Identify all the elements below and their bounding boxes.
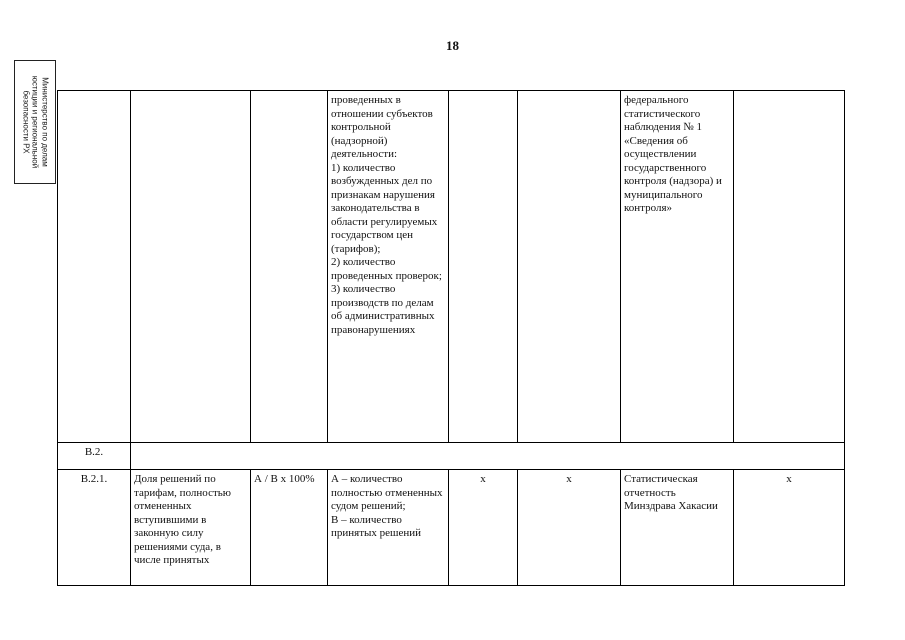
stamp-line: безопасности РХ — [21, 90, 31, 154]
table-cell: х — [518, 470, 621, 586]
registration-stamp — [14, 60, 56, 184]
formula-cell: А / В х 100% — [251, 470, 328, 586]
table-row — [58, 470, 845, 586]
table-cell — [734, 91, 845, 443]
data-source-cell: Статистическая отчетность Минздрава Хакасии — [621, 470, 734, 586]
table-cell — [251, 91, 328, 443]
row-number-cell: В.2.1. — [58, 470, 131, 586]
indicator-name-cell: Доля решений по тарифам, полностью отмененных вступившими в законную силу решениями суда, в числе принятых — [131, 470, 251, 586]
indicators-table — [57, 90, 845, 586]
page-number: 18 — [446, 38, 459, 53]
table-cell — [131, 91, 251, 443]
section-title-cell — [131, 443, 845, 470]
table-cell — [449, 91, 518, 443]
table-cell: х — [734, 470, 845, 586]
stamp-line: Министерство по делам — [40, 77, 50, 167]
section-number-cell: В.2. — [58, 443, 131, 470]
indicator-description-cell: проведенных в отношении субъектов контрольной (надзорной) деятельности: 1) количество возбужденных дел по признакам нарушения законодательства в области регулируемых государством цен (тарифов); 2) количество проведенных проверок; 3) количество производств по делам об административных правонарушениях — [328, 91, 449, 443]
table-cell — [58, 91, 131, 443]
table-cell: х — [449, 470, 518, 586]
section-row — [58, 443, 845, 470]
data-source-cell: федерального статистического наблюдения № 1 «Сведения об осуществлении государственного контроля (надзора) и муниципального контроля» — [621, 91, 734, 443]
indicator-description-cell: А – количество полностью отмененных судом решений; В – количество принятых решений — [328, 470, 449, 586]
table-cell — [518, 91, 621, 443]
table-row — [58, 91, 845, 443]
stamp-line: юстиции и региональной — [30, 75, 40, 169]
